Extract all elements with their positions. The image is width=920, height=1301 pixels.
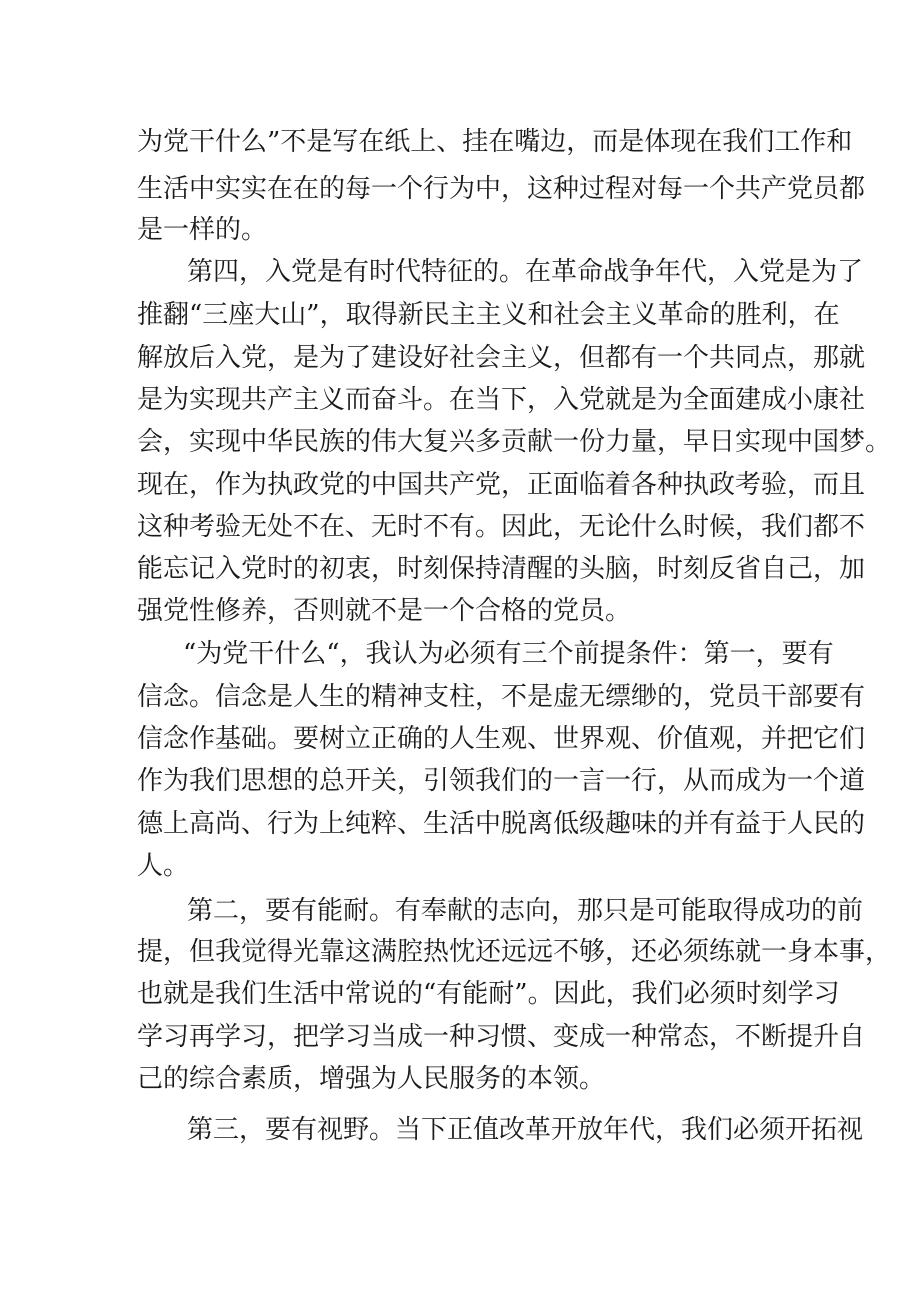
line-text: 己的综合素质，增强为人民服务的本领。 [137,1064,606,1094]
line-text: 生活中实实在在的每一个行为中，这种过程对每一个共产党员都 [137,174,866,204]
line-text: 德上高尚、行为上纯粹、生活中脱离低级趣味的并有益于人民的 [137,809,866,839]
line-text: 第二，要有能耐。有奉献的志向，那只是可能取得成功的前 [187,896,864,926]
line-text: 现在，作为执政党的中国共产党，正面临着各种执政考验，而且 [137,470,866,500]
text-line [0,1059,920,1099]
line-text: 人。 [137,851,190,881]
text-line [0,1110,920,1150]
line-text: 为党干什么”不是写在纸上、挂在嘴边，而是体现在我们工作和 [137,127,853,157]
text-line [0,549,920,589]
text-line [0,465,920,505]
text-line [0,210,920,250]
text-line [0,932,920,972]
line-text: 这种考验无处不在、无时不有。因此，无论什么时候，我们都不 [137,512,866,542]
text-line [0,719,920,759]
line-text: 推翻“三座大山”，取得新民主主义和社会主义革命的胜利，在 [137,300,840,330]
line-text: 信念。信念是人生的精神支柱，不是虚无缥缈的，党员干部要有 [137,682,866,712]
line-text: 学习再学习，把学习当成一种习惯、变成一种常态，不断提升自 [137,1022,866,1052]
line-text: 也就是我们生活中常说的“有能耐”。因此，我们必须时刻学习 [137,979,840,1009]
text-line [0,974,920,1014]
line-text: 第三，要有视野。当下正值改革开放年代，我们必须开拓视 [187,1115,864,1145]
text-line [0,591,920,631]
line-text: 解放后入党，是为了建设好社会主义，但都有一个共同点，那就 [137,343,866,373]
text-line [0,252,920,292]
line-text: 第四，入党是有时代特征的。在革命战争年代，入党是为了 [187,257,864,287]
line-text: 是一样的。 [137,215,268,245]
line-text: 强党性修养，否则就不是一个合格的党员。 [137,596,632,626]
text-line [0,507,920,547]
text-line [0,1017,920,1057]
text-line [0,804,920,844]
text-line [0,380,920,420]
line-text: 是为实现共产主义而奋斗。在当下，入党就是为全面建成小康社 [137,385,866,415]
line-text: 信念作基础。要树立正确的人生观、世界观、价值观，并把它们 [137,724,866,754]
line-text: 提，但我觉得光靠这满腔热忱还远远不够，还必须练就一身本事， [137,937,892,967]
text-line [0,761,920,801]
text-line [0,634,920,674]
text-line [0,338,920,378]
line-text: “为党干什么“，我认为必须有三个前提条件：第一，要有 [183,639,834,669]
text-line [0,122,920,162]
line-text: 会，实现中华民族的伟大复兴多贡献一份力量，早日实现中国梦。 [137,427,892,457]
text-line [0,422,920,462]
text-line [0,677,920,717]
text-line [0,846,920,886]
text-line [0,891,920,931]
text-line [0,295,920,335]
line-text: 能忘记入党时的初衷，时刻保持清醒的头脑，时刻反省自己，加 [137,554,866,584]
line-text: 作为我们思想的总开关，引领我们的一言一行，从而成为一个道 [137,766,866,796]
text-line [0,169,920,209]
